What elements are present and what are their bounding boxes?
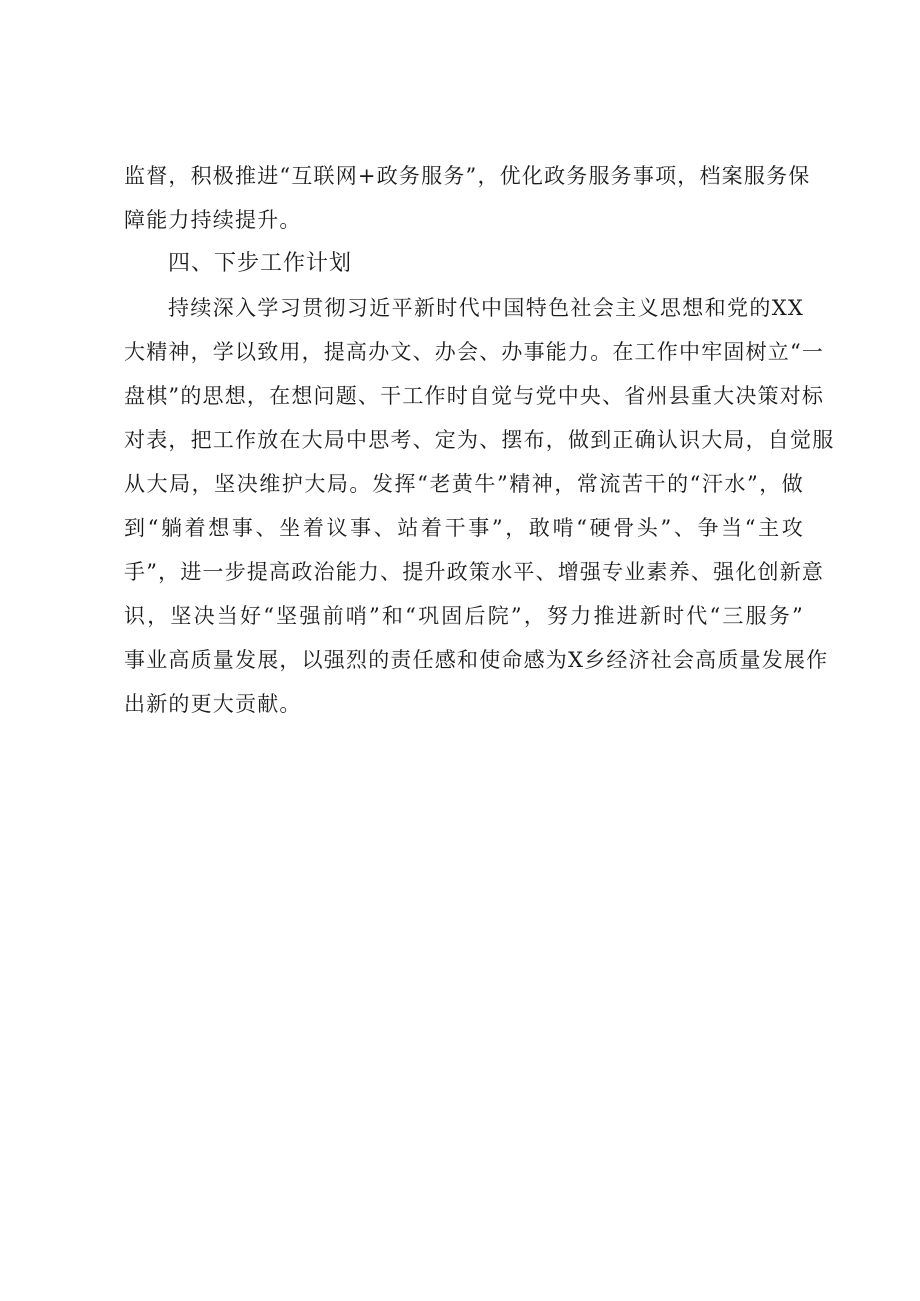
document-body — [124, 154, 835, 726]
paragraph-work-plan — [124, 286, 835, 726]
paragraph-line: 到“躺着想事、坐着议事、站着干事”，敢啃“硬骨头”、争当“主攻 — [124, 516, 804, 540]
paragraph-line: 事业高质量发展，以强烈的责任感和使命感为X乡经济社会高质量发展作 — [124, 648, 829, 672]
paragraph-continuation — [124, 154, 811, 242]
paragraph-line: 持续深入学习贯彻习近平新时代中国特色社会主义思想和党的XX — [168, 296, 804, 320]
section-heading: 四、下步工作计划 — [168, 251, 353, 276]
paragraph-line: 从大局，坚决维护大局。发挥“老黄牛”精神，常流苦干的“汗水”，做 — [124, 472, 804, 496]
paragraph-line: 障能力持续提升。 — [124, 208, 302, 232]
paragraph-line: 识，坚决当好“坚强前哨”和“巩固后院”，努力推进新时代“三服务” — [124, 604, 804, 628]
paragraph-line: 盘棋”的思想，在想问题、干工作时自觉与党中央、省州县重大决策对标 — [124, 384, 825, 408]
paragraph-line: 出新的更大贡献。 — [124, 692, 302, 716]
paragraph-line: 监督，积极推进“互联网+政务服务”，优化政务服务事项，档案服务保 — [124, 164, 811, 188]
paragraph-line: 大精神，学以致用，提高办文、办会、办事能力。在工作中牢固树立“一 — [124, 340, 825, 364]
paragraph-line: 手”，进一步提高政治能力、提升政策水平、增强专业素养、强化创新意 — [124, 560, 825, 584]
paragraph-line: 对表，把工作放在大局中思考、定为、摆布，做到正确认识大局，自觉服 — [124, 428, 835, 452]
